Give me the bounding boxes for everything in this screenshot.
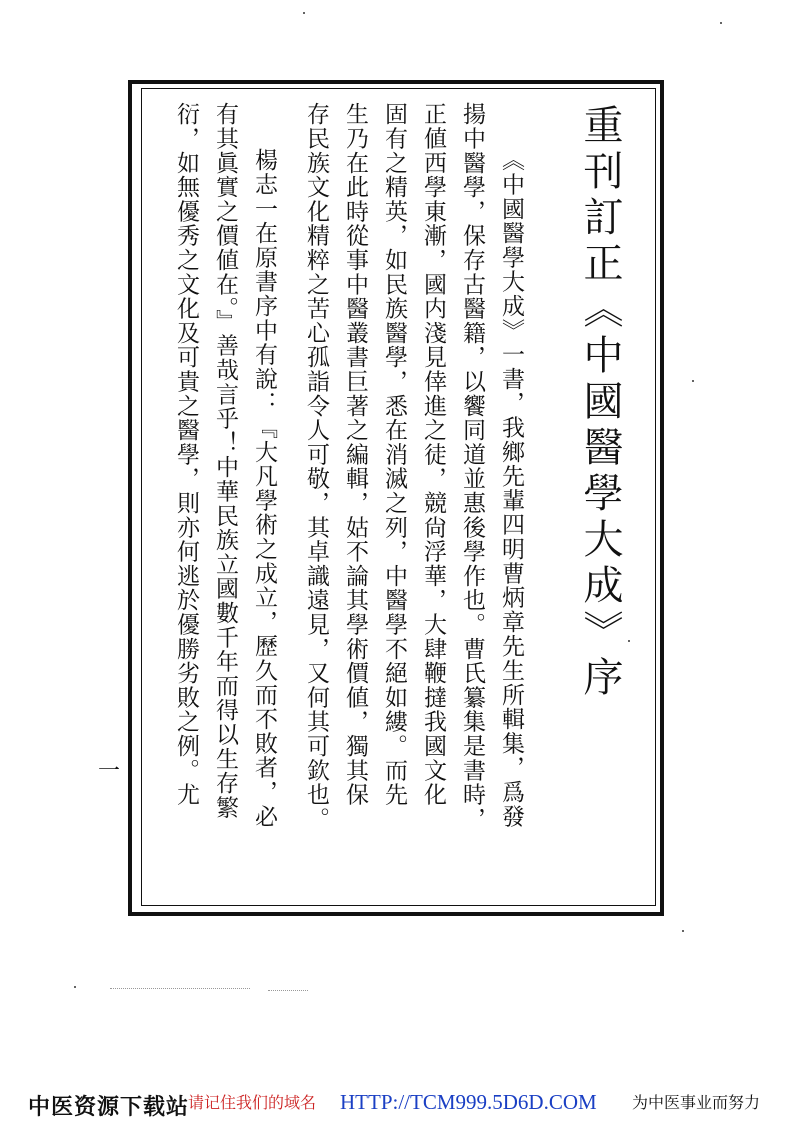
page-title: 重刊訂正《中國醫學大成》序 xyxy=(577,104,623,702)
text-column-8: 有其眞實之價値在。』善哉言乎！中華民族立國數千年而得以生存繁 xyxy=(212,102,238,820)
scan-artifact-line xyxy=(268,990,308,991)
watermark-banner xyxy=(28,1090,788,1122)
text-column-3: 正値西學東漸，國内淺見倖進之徒，競尙浮華，大肆鞭撻我國文化 xyxy=(420,102,446,807)
scan-speck xyxy=(682,930,684,932)
banner-url-link[interactable]: HTTP://TCM999.5D6D.COM xyxy=(340,1090,597,1114)
scan-speck xyxy=(692,380,694,382)
scan-speck xyxy=(74,986,76,988)
banner-note: 请记住我们的域名 xyxy=(188,1093,317,1112)
text-column-6: 存民族文化精粹之苦心孤詣令人可敬，其卓識遠見，又何其可欽也。 xyxy=(303,102,329,831)
scan-speck xyxy=(303,12,305,14)
text-column-9: 衍，如無優秀之文化及可貴之醫學，則亦何逃於優勝劣敗之例。尤 xyxy=(173,102,199,807)
banner-site-name: 中医资源下载站 xyxy=(28,1095,190,1120)
scan-speck xyxy=(720,22,722,24)
text-column-4: 固有之精英，如民族醫學，悉在消滅之列，中醫學不絕如縷。而先 xyxy=(381,102,407,807)
text-column-5: 生乃在此時從事中醫叢書巨著之編輯，姑不論其學術價値，獨其保 xyxy=(342,102,368,807)
text-column-1: 《中國醫學大成》一書，我鄉先輩四明曹炳章先生所輯集，爲發 xyxy=(498,148,524,829)
text-column-2: 揚中醫學，保存古醫籍，以饗同道並惠後學作也。曹氏纂集是書時， xyxy=(459,102,485,831)
scan-speck xyxy=(628,640,630,642)
text-column-7: 楊志一在原書序中有說：『大凡學術之成立，歷久而不敗者，必 xyxy=(251,148,277,829)
margin-mark: 一 xyxy=(98,759,122,784)
banner-tagline: 为中医事业而努力 xyxy=(632,1093,761,1112)
scan-artifact-line xyxy=(110,988,250,989)
